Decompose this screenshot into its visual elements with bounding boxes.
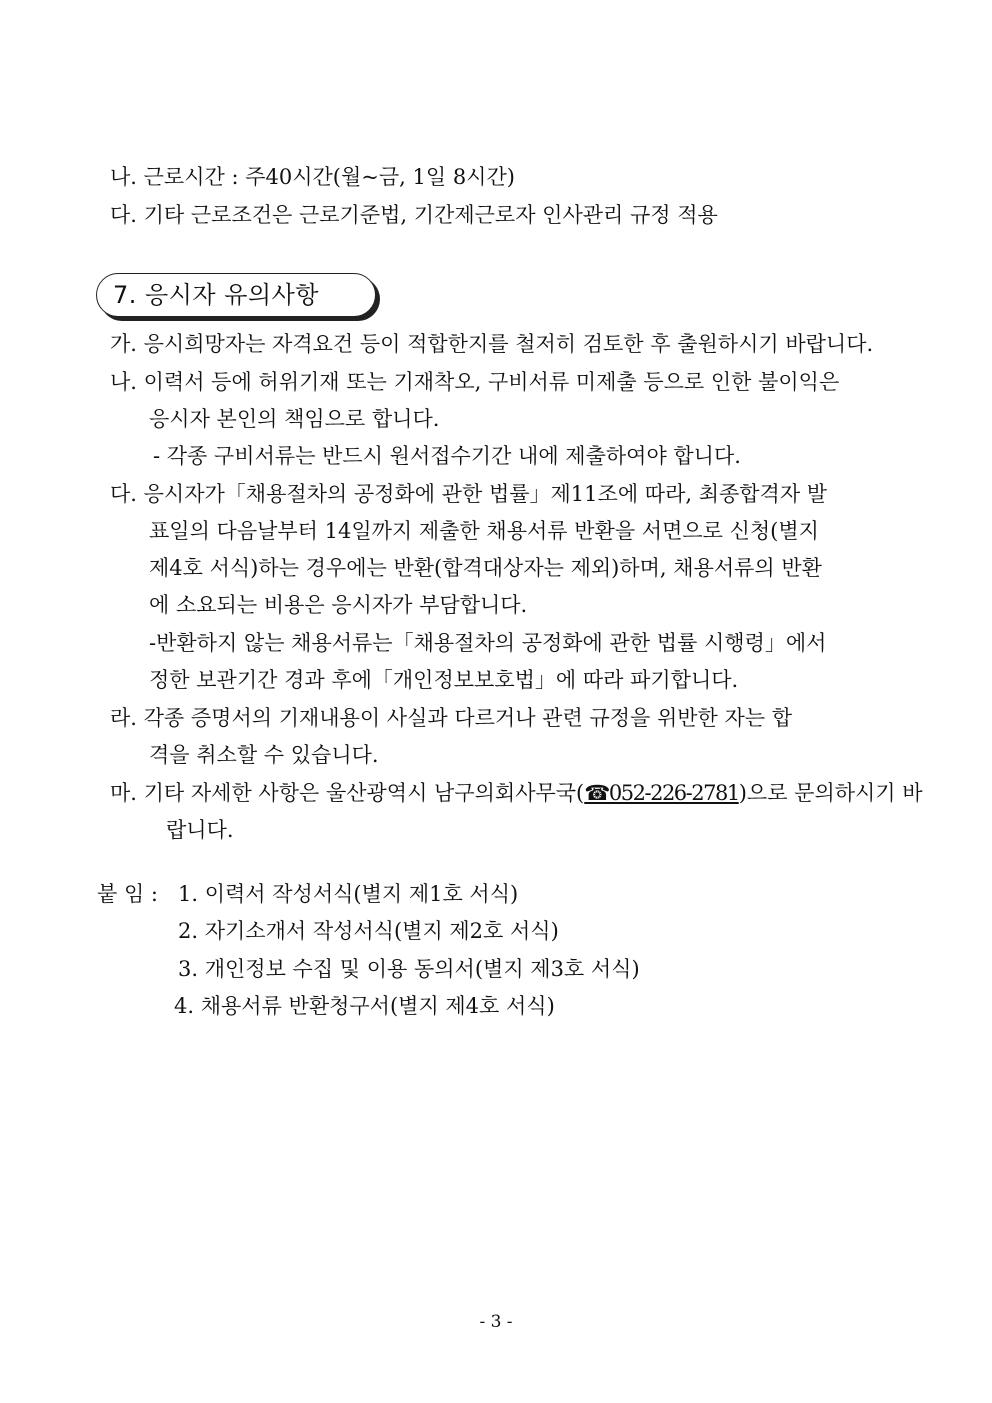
- attachments-label: 붙 임 :: [97, 882, 158, 906]
- note-ga: 가. 응시희망자는 자격요건 등이 적합한지를 철저히 검토한 후 출원하시기 바랍니다.: [110, 332, 874, 356]
- note-ra-line-1: 라. 각종 증명서의 기재내용이 사실과 다르거나 관련 규정을 위반한 자는 합: [110, 706, 793, 730]
- note-da-sub-line-2: 정한 보관기간 경과 후에「개인정보보호법」에 따라 파기합니다.: [149, 668, 739, 692]
- work-hours-line: 나. 근로시간 : 주40시간(월~금, 1일 8시간): [110, 165, 515, 189]
- section-title: 7. 응시자 유의사항: [113, 281, 319, 309]
- note-ma-line-2: 랍니다.: [166, 818, 234, 842]
- attachment-item-4: 4. 채용서류 반환청구서(별지 제4호 서식): [174, 994, 555, 1018]
- note-na-line-2: 응시자 본인의 책임으로 합니다.: [149, 407, 440, 431]
- note-da-line-3: 제4호 서식)하는 경우에는 반환(합격대상자는 제외)하며, 채용서류의 반환: [149, 556, 822, 580]
- note-na-line-1: 나. 이력서 등에 허위기재 또는 기재착오, 구비서류 미제출 등으로 인한 불이익은: [110, 370, 840, 394]
- note-ma-text-post: )으로 문의하시기 바: [738, 781, 923, 805]
- attachment-item-1: 1. 이력서 작성서식(별지 제1호 서식): [178, 882, 519, 906]
- note-da-line-1: 다. 응시자가「채용절차의 공정화에 관한 법률」제11조에 따라, 최종합격자 발: [110, 482, 828, 506]
- other-conditions-line: 다. 기타 근로조건은 근로기준법, 기간제근로자 인사관리 규정 적용: [110, 203, 718, 227]
- attachment-item-3: 3. 개인정보 수집 및 이용 동의서(별지 제3호 서식): [178, 957, 640, 981]
- contact-phone-link[interactable]: ☎052-226-2781: [584, 781, 739, 805]
- attachment-item-2: 2. 자기소개서 작성서식(별지 제2호 서식): [178, 919, 559, 943]
- note-ma-text-pre: 마. 기타 자세한 사항은 울산광역시 남구의회사무국(: [110, 781, 585, 805]
- note-da-line-4: 에 소요되는 비용은 응시자가 부담합니다.: [149, 593, 528, 617]
- note-da-line-2: 표일의 다음날부터 14일까지 제출한 채용서류 반환을 서면으로 신청(별지: [149, 519, 819, 543]
- note-ra-line-2: 격을 취소할 수 있습니다.: [149, 743, 379, 767]
- note-na-sub: - 각종 구비서류는 반드시 원서접수기간 내에 제출하여야 합니다.: [153, 444, 741, 468]
- page-number: - 3 -: [479, 1312, 513, 1332]
- note-da-sub-line-1: -반환하지 않는 채용서류는「채용절차의 공정화에 관한 법률 시행령」에서: [149, 631, 827, 655]
- note-ma-line-1: [110, 779, 923, 807]
